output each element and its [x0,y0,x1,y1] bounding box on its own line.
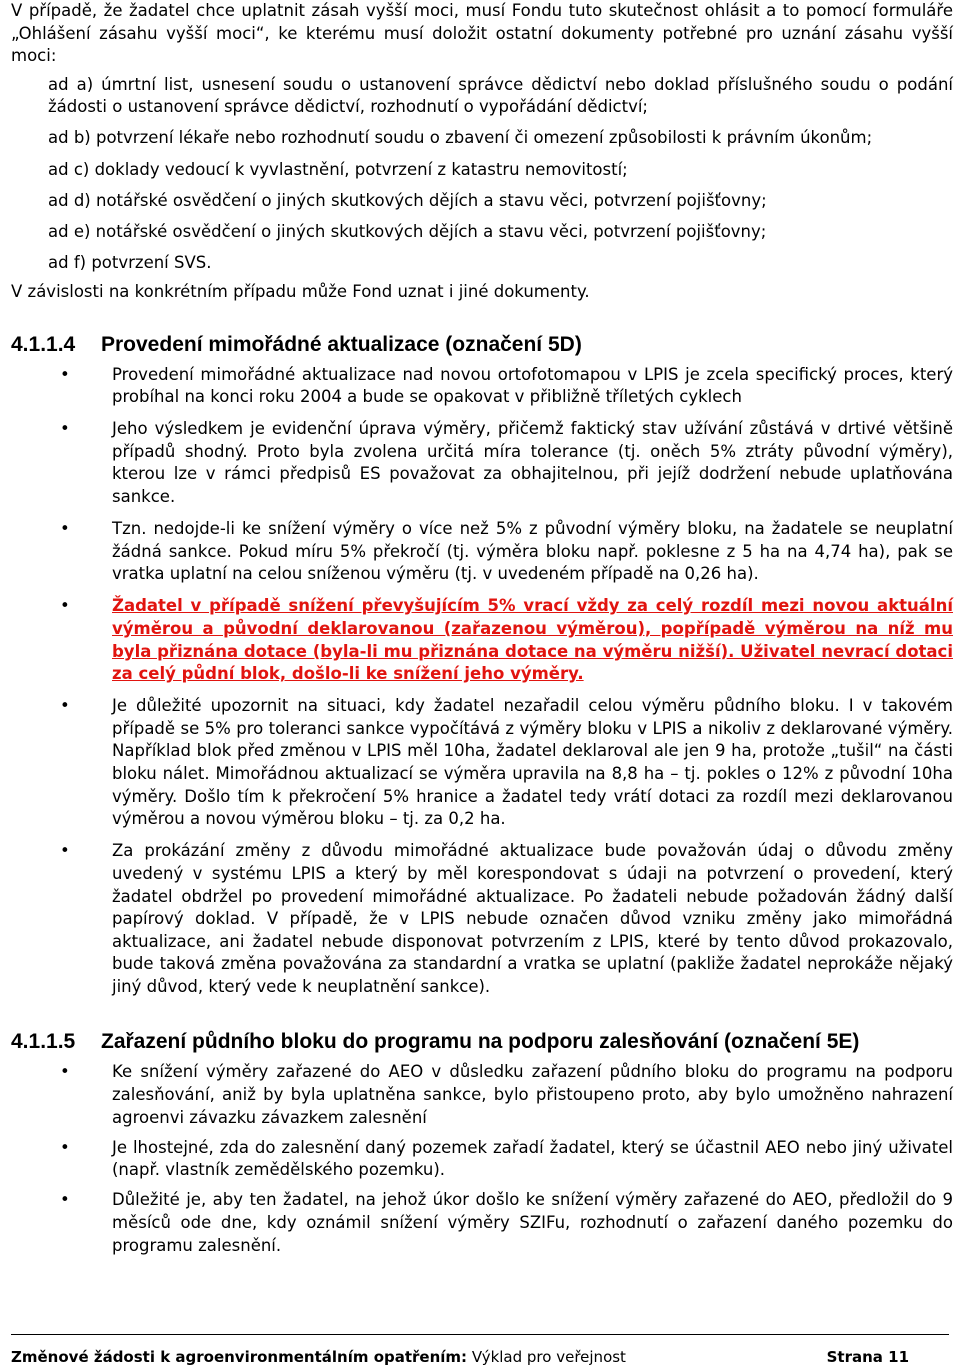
bullet-icon: • [60,841,70,861]
bullet-text: Provedení mimořádné aktualizace nad novou ortofotomapou v LPIS je zcela specifický proces, který probíhal na konci roku 2004 a bude se opakovat v přibližně tříletých cyklech [112,364,953,407]
bullet-text: Důležité je, aby ten žadatel, na jehož úkor došlo ke snížení výměry zařazené do AEO, předložil do 9 měsíců ode dne, kdy oznámil snížení výměry SZIFu, rozhodnutí o zařazení daného pozemku do programu zalesnění. [112,1190,953,1255]
bullet-icon: • [60,1190,70,1210]
bullet-item [11,1189,953,1257]
bullet-text: Za prokázání změny z důvodu mimořádné aktualizace bude považován údaj o důvodu změny uvedený v systému LPIS a který by měl korespondovat s údaji na potvrzení o provedení, který žadatel obdržel po provedení mimořádné aktualizace. Po žadateli nebude požadován žádný další papírový doklad. V případě, že v LPIS nebude označen důvod vzniku změny jako mimořádná aktualizace, ani žadatel nebude disponovat potvrzením z LPIS, které by tento důvod prokazovalo, bude taková změna považována za standardní a vratka se uplatní (pakliže žadatel neprokáže nějaký jiný důvod, který vede k neuplatnění sankce). [112,841,953,996]
bullet-icon: • [60,364,70,384]
bullet-text: Ke snížení výměry zařazené do AEO v důsledku zařazení půdního bloku do programu na podporu zalesňování, aniž by byla uplatněna sankce, bylo přistoupeno proto, aby bylo umožněno nahrazení agroenvi závazku závazkem zalesnění [112,1062,953,1127]
bullet-text: Jeho výsledkem je evidenční úprava výměry, přičemž faktický stav užívání zůstává v drtivé většině případů shodný. Proto byla zvolena určitá míra tolerance (tj. oněch 5% ztráty původní výměry), kterou lze v rámci předpisů ES považovat za obhajitelnou, při jejíž dodržení nebude uplatňována sankce. [112,419,953,506]
document-page [11,0,953,1265]
bullet-item [11,418,953,508]
section-number: 4.1.1.4 [11,332,76,356]
bullet-item-highlighted [11,595,953,685]
list-item: ad c) doklady vedoucí k vyvlastnění, potvrzení z katastru nemovitostí; [48,159,628,179]
list-item: ad d) notářské osvědčení o jiných skutkových dějích a stavu věci, potvrzení pojišťovny; [48,190,767,210]
page-footer [11,1334,949,1366]
bullet-text: Je důležité upozornit na situaci, kdy žadatel nezařadil celou výměru půdního bloku. I v takovém případě se 5% pro toleranci sankce vypočítává z výměry bloku v LPIS a nikoliv z deklarované výměry. Například blok před změnou v LPIS měl 10ha, žadatel deklaroval ale jen 9 ha, protože „tušil“ na části bloku nálet. Mimořádnou aktualizací se výměra upravila na 8,8 ha – tj. pokles o 12% z původní 10ha výměry. Došlo tím k překročení 5% hranice a žadatel tedy vrátí dotaci za rozdíl mezi deklarovanou výměrou a novou výměrou bloku – tj. za 0,2 ha. [112,696,953,829]
bullet-item [11,364,953,409]
bullet-icon: • [60,696,70,716]
bullet-text: Je lhostejné, zda do zalesnění daný pozemek zařadí žadatel, který se účastnil AEO nebo jiný uživatel (např. vlastník zemědělského pozemku). [112,1137,953,1180]
section-number: 4.1.1.5 [11,1030,76,1054]
highlighted-bullet-text: Žadatel v případě snížení převyšujícím 5% vrací vždy za celý rozdíl mezi novou aktuální výměrou a původní deklarovanou (zařazenou výměrou), popřípadě výměrou na níž mu byla přiznána dotace (byla-li mu přiznána dotace na výměru nižší). Uživatel nevrací dotaci za celý půdní blok, došlo-li ke snížení jeho výměry. [112,596,953,684]
footer-document-title [11,1348,626,1366]
bullet-icon: • [60,596,70,616]
bullet-icon: • [60,419,70,439]
bullet-item [11,518,953,586]
bullet-icon: • [60,1137,70,1157]
page-number: Strana 11 [826,1348,909,1366]
list-item: ad e) notářské osvědčení o jiných skutkových dějích a stavu věci, potvrzení pojišťovny; [48,221,767,241]
footer-subtitle: Výklad pro veřejnost [471,1348,626,1366]
bullet-text: Tzn. nedojde-li ke snížení výměry o více než 5% z původní výměry bloku, na žadatele se neuplatní žádná sankce. Pokud míru 5% překročí (tj. výměra bloku např. poklesne z 5 ha na 4,74 ha), pak se vratka uplatní na celou sníženou výměru (tj. v uvedeném případě na 0,26 ha). [112,519,953,584]
bullet-item [11,695,953,831]
section-heading-4-1-1-4 [11,332,953,358]
bullet-item [11,840,953,998]
section-bullet-list [11,1061,953,1257]
closing-paragraph: V závislosti na konkrétním případu může Fond uznat i jiné dokumenty. [11,281,590,301]
bullet-item [11,1137,953,1182]
bullet-icon: • [60,1062,70,1082]
section-bullet-list [11,364,953,999]
footer-title-bold: Změnové žádosti k agroenvironmentálním opatřením: [11,1348,468,1366]
required-documents-list [11,74,953,275]
list-item: ad f) potvrzení SVS. [48,252,212,272]
section-heading-4-1-1-5 [11,1029,953,1055]
bullet-icon: • [60,519,70,539]
intro-paragraph: V případě, že žadatel chce uplatnit zásah vyšší moci, musí Fondu tuto skutečnost ohlásit a to pomocí formuláře „Ohlášení zásahu vyšší moci“, ke kterému musí doložit ostatní dokumenty potřebné pro uznání zásahu vyšší moci: [11,1,953,66]
list-item: ad b) potvrzení lékaře nebo rozhodnutí soudu o zbavení či omezení způsobilosti k právním úkonům; [48,128,873,148]
section-title: Provedení mimořádné aktualizace (označení 5D) [101,332,582,356]
bullet-item [11,1061,953,1129]
section-title: Zařazení půdního bloku do programu na podporu zalesňování (označení 5E) [101,1030,860,1054]
list-item: ad a) úmrtní list, usnesení soudu o ustanovení správce dědictví nebo doklad příslušného soudu o podání žádosti o ustanovení správce dědictví, rozhodnutí o vypořádání dědictví; [48,74,953,117]
